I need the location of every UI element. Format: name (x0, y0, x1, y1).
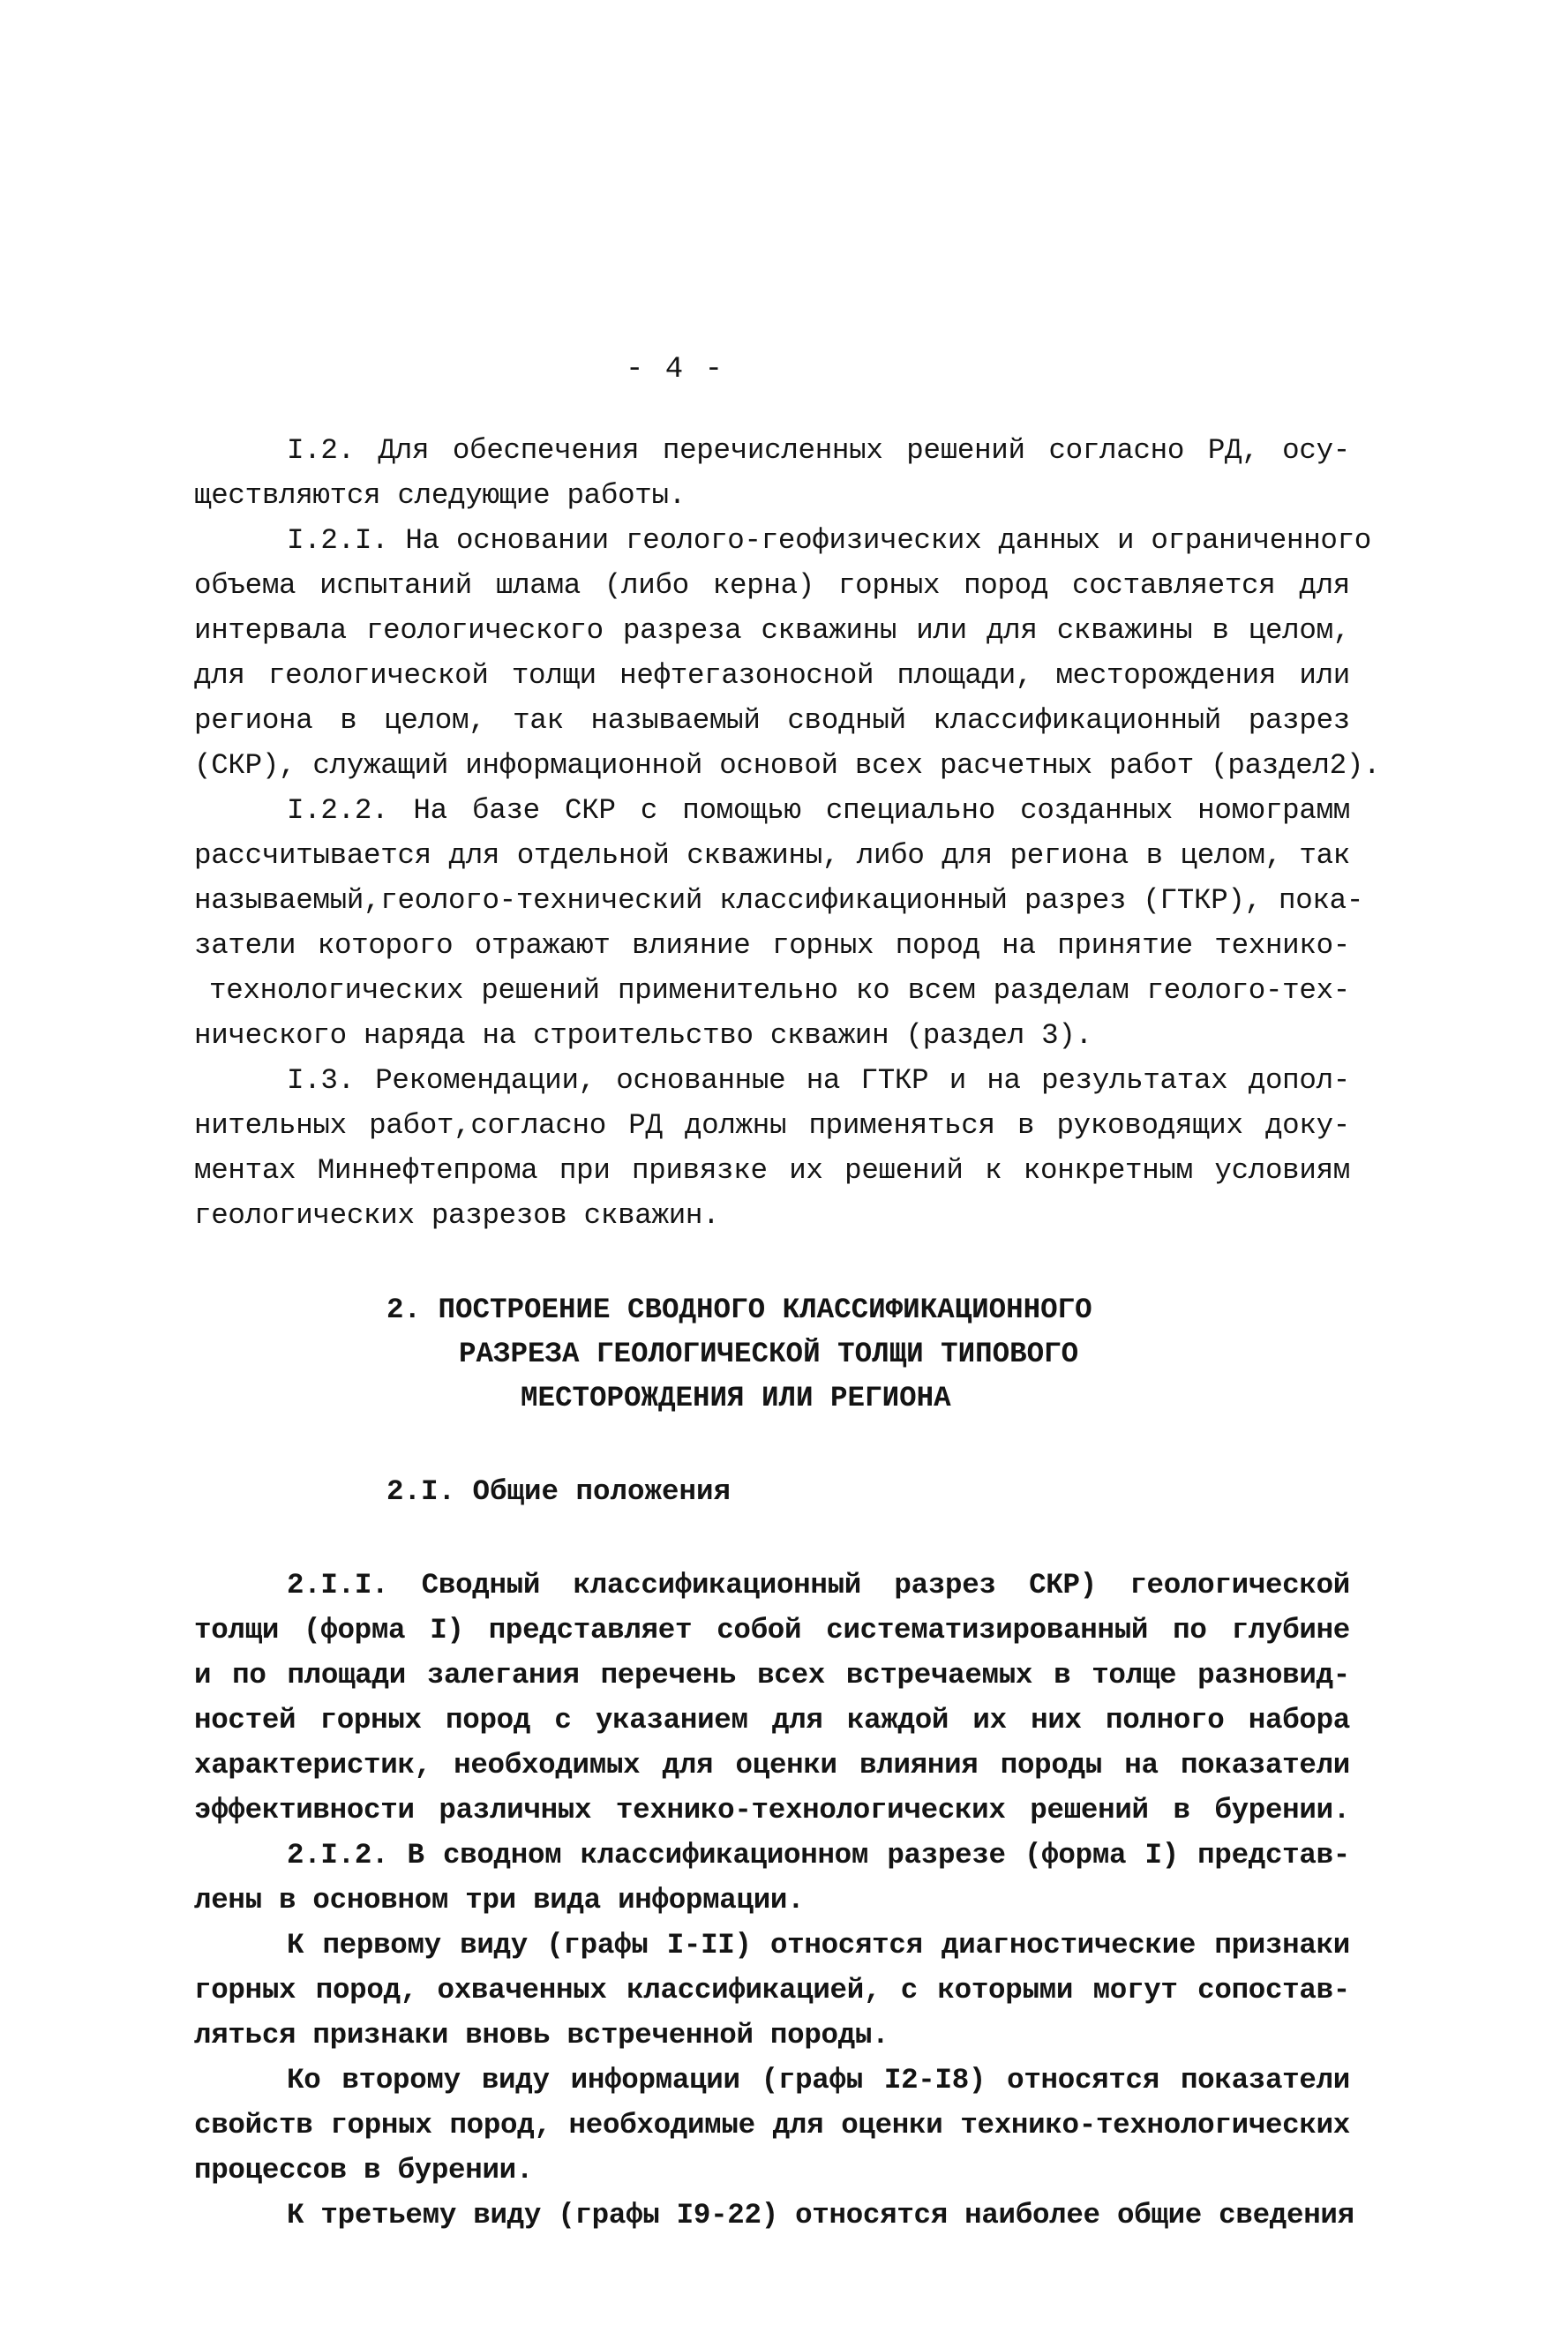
paragraph-line: объема испытаний шлама (либо керна) горных пород составляется для (194, 569, 1350, 602)
paragraph-line: I.2.2. На базе СКР с помощью специально созданных номограмм (287, 794, 1350, 827)
paragraph-line: рассчитывается для отдельной скважины, либо для региона в целом, так (194, 839, 1350, 872)
paragraph-line: свойств горных пород, необходимые для оценки технико-технологических (194, 2109, 1350, 2141)
paragraph-line: затели которого отражают влияние горных пород на принятие технико- (194, 929, 1350, 962)
section-heading-line: МЕСТОРОЖДЕНИЯ ИЛИ РЕГИОНА (521, 1382, 951, 1414)
paragraph-line: (СКР), служащий информационной основой всех расчетных работ (раздел2). (194, 749, 1381, 782)
paragraph-line: для геологической толщи нефтегазоносной площади, месторождения или (194, 659, 1350, 692)
paragraph-line: и по площади залегания перечень всех встречаемых в толще разновид- (194, 1659, 1350, 1691)
paragraph-line: региона в целом, так называемый сводный классификационный разрез (194, 704, 1350, 737)
subsection-heading: 2.I. Общие положения (386, 1475, 731, 1508)
paragraph-line: характеристик, необходимых для оценки влияния породы на показатели (194, 1749, 1350, 1781)
paragraph-line: ностей горных пород с указанием для каждой их них полного набора (194, 1704, 1350, 1736)
paragraph-line: интервала геологического разреза скважины или для скважины в целом, (194, 614, 1350, 647)
paragraph-line: I.3. Рекомендации, основанные на ГТКР и на результатах допол- (287, 1064, 1350, 1097)
paragraph-line: нительных работ,согласно РД должны применяться в руководящих доку- (194, 1109, 1350, 1142)
paragraph-line: Ко второму виду информации (графы I2-I8) относятся показатели (287, 2064, 1350, 2096)
section-heading-line: РАЗРЕЗА ГЕОЛОГИЧЕСКОЙ ТОЛЩИ ТИПОВОГО (459, 1338, 1079, 1370)
paragraph-line: I.2. Для обеспечения перечисленных решений согласно РД, осу- (287, 434, 1350, 467)
paragraph-line: лены в основном три вида информации. (194, 1884, 805, 1916)
paragraph-line: К первому виду (графы I-II) относятся диагностические признаки (287, 1929, 1350, 1961)
paragraph-line: ментах Миннефтепрома при привязке их решений к конкретным условиям (194, 1154, 1350, 1187)
paragraph-line: нического наряда на строительство скважин (раздел 3). (194, 1019, 1092, 1052)
paragraph-line: 2.I.I. Сводный классификационный разрез СКР) геологической (287, 1569, 1350, 1601)
paragraph-line: эффективности различных технико-технологических решений в бурении. (194, 1794, 1350, 1826)
paragraph-line: геологических разрезов скважин. (194, 1199, 720, 1232)
paragraph-line: I.2.I. На основании геолого-геофизических данных и ограниченного (287, 524, 1372, 557)
page-number: - 4 - (625, 353, 725, 386)
paragraph-line: технологических решений применительно ко всем разделам геолого-тех- (209, 974, 1350, 1007)
paragraph-line: ляться признаки вновь встреченной породы. (194, 2019, 889, 2051)
paragraph-line: процессов в бурении. (194, 2154, 534, 2186)
paragraph-line: толщи (форма I) представляет собой систематизированный по глубине (194, 1614, 1350, 1646)
paragraph-line: горных пород, охваченных классификацией, с которыми могут сопостав- (194, 1974, 1350, 2006)
paragraph-line: 2.I.2. В сводном классификационном разрезе (форма I) представ- (287, 1839, 1350, 1871)
paragraph-line: называемый,геолого-технический классификационный разрез (ГТКР), пока- (194, 884, 1364, 917)
section-heading-line: 2. ПОСТРОЕНИЕ СВОДНОГО КЛАССИФИКАЦИОННОГО (386, 1294, 1092, 1326)
paragraph-line: К третьему виду (графы I9-22) относятся наиболее общие сведения (287, 2199, 1354, 2231)
paragraph-line: ществляются следующие работы. (194, 479, 686, 512)
